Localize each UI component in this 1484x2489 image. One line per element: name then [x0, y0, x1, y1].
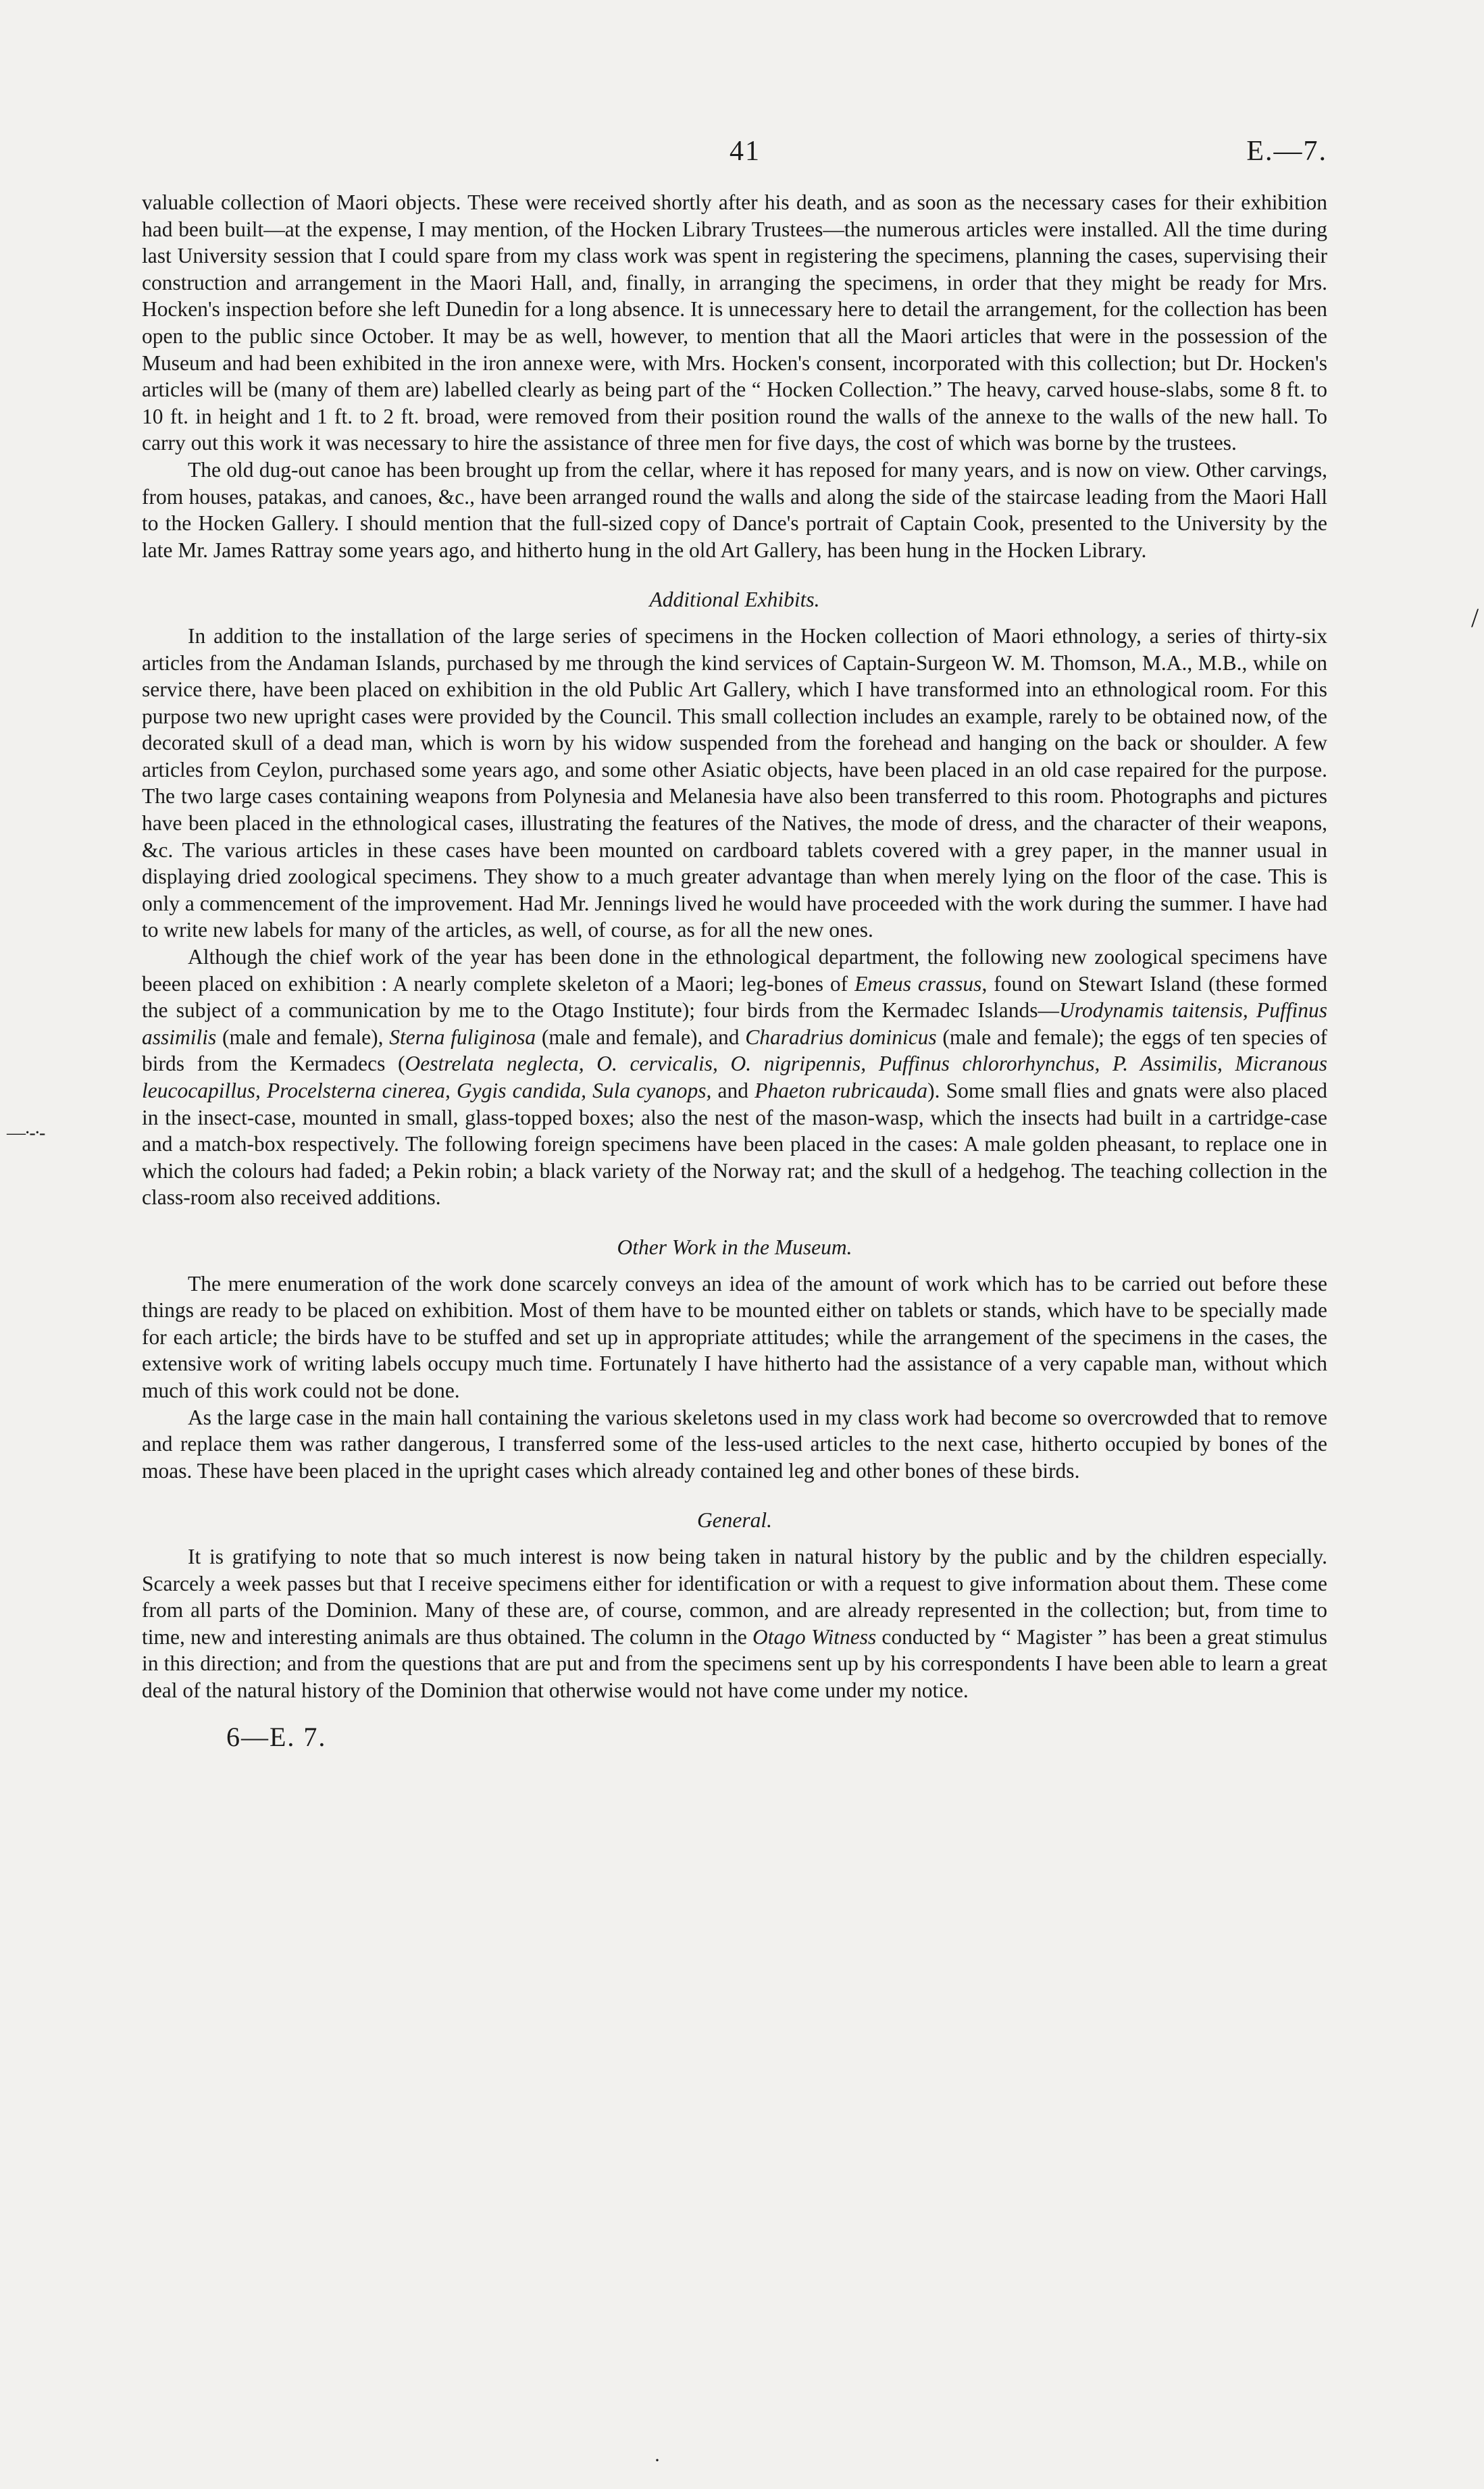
- section-heading-general: General.: [696, 1508, 773, 1533]
- text-run: Although the chief work of the year has been done in the ethnological department, the following new zoological specimens have beeen placed on exhibition : A nearly complete skeleton of a Maori; leg-bones of: [142, 945, 1327, 996]
- paragraph-public-interest: [142, 1543, 1327, 1704]
- species-name: Phaeton rubricauda: [754, 1079, 928, 1102]
- text-run: , found on Stewart Island (these formed the subject of a communication by me to the Otago Institute); four birds from the Kermadec Islands—: [142, 971, 1328, 1023]
- text-run: ). Some small flies and gnats were also placed in the insect-case, mounted in small, glass-topped boxes; also the nest of the mason-wasp, which the insects had built in a cartridge-case and a match-box respectively. The following foreign specimens have been placed in the cases: A male golden pheasant, to replace one in which the colours had faded; a Pekin robin; a black variety of the Norway rat; and the skull of a hedgehog. The teaching collection in the class-room also received additions.: [142, 1079, 1328, 1210]
- document-page: [142, 135, 1327, 1753]
- page-header: [142, 135, 1327, 189]
- stray-dot-mark: ·: [654, 2449, 661, 2471]
- publication-title: Otago Witness: [752, 1624, 877, 1649]
- paragraph-dugout-canoe: The old dug-out canoe has been brought up from the cellar, where it has reposed for many years, and is now on view. Other carvings, from houses, patakas, and canoes, &c., have been arranged round the walls and along the side of the staircase leading from the Maori Hall to the Hocken Gallery. I should mention that the full-sized copy of Dance's portrait of Captain Cook, presented to the University by the late Mr. James Rattray some years ago, and hitherto hung in the old Art Gallery, has been hung in the Hocken Library.: [142, 457, 1327, 562]
- species-name: Oestrelata neglecta, O. cervicalis, O. nigripennis, Puffinus chlororhynchus, P. Assimilis, Micranous leucocapillus, Procelsterna cinerea, Gygis candida, Sula cyanops,: [142, 1052, 1327, 1102]
- text-run: and: [711, 1079, 755, 1102]
- text-run: conducted by “ Magister ” has been a great stimulus in this direction; and from the questions that are put and from the specimens sent up by his correspondents I have been able to learn a great deal of the natural history of the Dominion that otherwise would not have come under my notice.: [142, 1624, 1327, 1702]
- margin-mark-left: —·-·-: [7, 1123, 45, 1144]
- paragraph-zoological-specimens: [142, 944, 1327, 1211]
- margin-mark-right: /: [1471, 602, 1479, 633]
- text-run: It is gratifying to note that so much interest is now being taken in natural history by the public and by the children especially. Scarcely a week passes but that I receive specimens either for identification or with a request to give information about them. These come from all parts of the Dominion. Many of these are, of course, common, and are already represented in the collection; but, from time to time, new and interesting animals are thus obtained. The column in the: [142, 1544, 1327, 1649]
- text-run: (male and female), and: [536, 1025, 746, 1049]
- species-name: Emeus crassus: [854, 971, 982, 996]
- paragraph-hocken-collection: valuable collection of Maori objects. These were received shortly after his death, and as soon as the necessary cases for their exhibition had been built—at the expense, I may mention, of the Hocken Library Trustees—the numerous articles were installed. All the time during last University session that I could spare from my class work was spent in registering the specimens, planning the cases, supervising their construction and arrangement in the Maori Hall, and, finally, in arranging the specimens, in order that they might be ready for Mrs. Hocken's inspection before she left Dunedin for a long absence. It is unnecessary here to detail the arrangement, for the collection has been open to the public since October. It may be as well, however, to mention that all the Maori articles that were in the possession of the Museum and had been exhibited in the iron annexe were, with Mrs. Hocken's consent, incorporated with this collection; but Dr. Hocken's articles will be (many of them are) labelled clearly as being part of the “ Hocken Collection.” The heavy, carved house-slabs, some 8 ft. to 10 ft. in height and 1 ft. to 2 ft. broad, were removed from their position round the walls of the annexe to the walls of the new hall. To carry out this work it was necessary to hire the assistance of three men for five days, the cost of which was borne by the trustees.: [142, 190, 1327, 455]
- paragraph-work-enumeration: The mere enumeration of the work done scarcely conveys an idea of the amount of work which has to be carried out before these things are ready to be placed on exhibition. Most of them have to be mounted either on tablets or stands, which have to be specially made for each article; the birds have to be stuffed and set up in appropriate attitudes; while the arrangement of the specimens in the cases, the extensive work of writing labels occupy much time. Fortunately I have hitherto had the assistance of a very capable man, without which much of this work could not be done.: [142, 1271, 1327, 1402]
- text-run: (male and female); the eggs of ten species of birds from the Kermadecs (: [142, 1025, 1327, 1076]
- species-name: Sterna fuliginosa: [389, 1025, 536, 1049]
- species-name: Charadrius dominicus: [745, 1025, 937, 1049]
- footer-reference: 6—E. 7.: [226, 1722, 327, 1753]
- species-name: Urodynamis taitensis, Puffinus assimilis: [142, 998, 1328, 1049]
- paragraph-skeleton-case: As the large case in the main hall containing the various skeletons used in my class work had become so overcrowded that to remove and replace them was rather dangerous, I transferred some of the less-used articles to the next case, hitherto occupied by bones of the moas. These have been placed in the upright cases which already contained leg and other bones of these birds.: [142, 1405, 1327, 1483]
- paragraph-andaman-islands: In addition to the installation of the large series of specimens in the Hocken collection of Maori ethnology, a series of thirty-six articles from the Andaman Islands, purchased by me through the kind services of Captain-Surgeon W. M. Thomson, M.A., M.B., while on service there, have been placed on exhibition in the old Public Art Gallery, which I have transformed into an ethnological room. For this purpose two new upright cases were provided by the Council. This small collection includes an example, rarely to be obtained now, of the decorated skull of a dead man, which is worn by his widow suspended from the forehead and hanging on the back or shoulder. A few articles from Ceylon, purchased some years ago, and some other Asiatic objects, have been placed in an old case repaired for the purpose. The two large cases containing weapons from Polynesia and Melanesia have also been transferred to this room. Photographs and pictures have been placed in the ethnological cases, illustrating the features of the Natives, the mode of dress, and the character of their weapons, &c. The various articles in these cases have been mounted on cardboard tablets covered with a grey paper, in the manner usual in displaying dried zoological specimens. They show to a much greater advantage than when merely lying on the floor of the case. This is only a commencement of the improvement. Had Mr. Jennings lived he would have proceeded with the work during the summer. I have had to write new labels for many of the articles, as well, of course, as for all the new ones.: [142, 623, 1327, 942]
- document-reference: E.—7.: [1246, 136, 1327, 167]
- text-run: (male and female),: [216, 1025, 390, 1049]
- page-number: 41: [730, 136, 761, 167]
- section-heading-additional-exhibits: Additional Exhibits.: [649, 588, 820, 612]
- section-heading-other-work: Other Work in the Museum.: [617, 1235, 852, 1259]
